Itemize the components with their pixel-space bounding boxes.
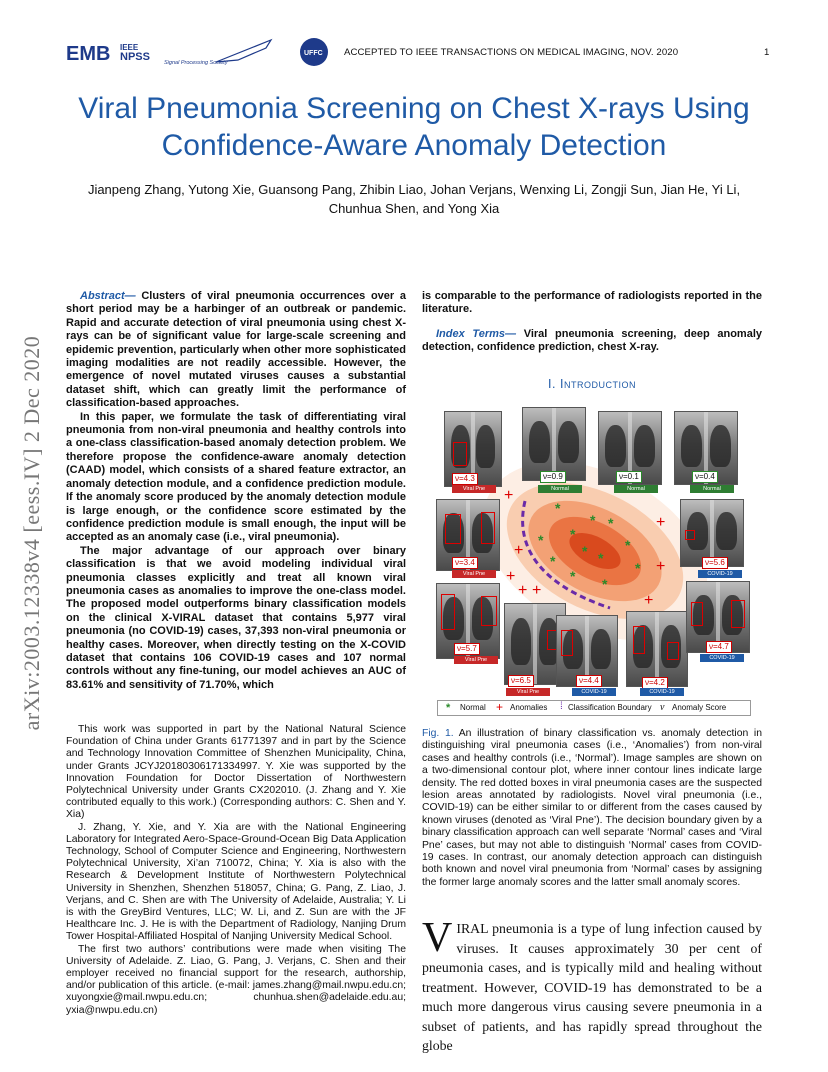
svg-text:NPSS: NPSS bbox=[120, 51, 150, 63]
society-logos bbox=[66, 36, 336, 70]
footnote-affiliations: J. Zhang, Y. Xie, and Y. Xia are with the National Engineering Laboratory for Integrated Aero-Space-Ground-Ocean Big Data Application Technology, School of Computer Science and Engineering, Northwestern Polytechnical University, Xi’an 710072, China; Y. Xia is also with the Research & Development Institute of Northwestern Polytechnical University in Shenzhen, Shenzhen 518057, China; G. Pang, Z. Liao, J. Verjans, and C. Shen are with The University of Adelaide, Australia; Y. Li is with the GreyBird Ventures, LLC; W. Li, and Z. Sun are with the JF Healthcare Inc. J. He is with the Department of Radiology, Nanjing Drum Tower Hospital-Affiliated Hospital of Nanjing University Medical School. bbox=[66, 821, 406, 943]
section-heading bbox=[422, 377, 762, 391]
legend-nu-symbol: ν bbox=[660, 702, 665, 713]
right-column-top bbox=[422, 290, 762, 366]
anomaly-score: ν=4.3 bbox=[452, 473, 478, 485]
anomaly-score: ν=6.5 bbox=[508, 675, 534, 687]
card-label: Normal bbox=[538, 485, 582, 493]
card-label: Normal bbox=[614, 485, 658, 493]
anomaly-score: ν=0.4 bbox=[692, 471, 718, 483]
svg-text:+: + bbox=[506, 568, 516, 585]
caption-label: Fig. 1. bbox=[422, 728, 454, 739]
xray-card bbox=[626, 611, 688, 687]
card-label: Normal bbox=[690, 485, 734, 493]
svg-text:IEEE: IEEE bbox=[120, 43, 139, 52]
paper-title: Viral Pneumonia Screening on Chest X-rays Using Confidence-Aware Anomaly Detection bbox=[78, 92, 750, 162]
logo-strip bbox=[66, 36, 336, 70]
page-number: 1 bbox=[764, 47, 770, 58]
svg-text:*: * bbox=[635, 560, 641, 576]
abstract-label: Abstract— bbox=[80, 290, 136, 302]
caption-text: An illustration of binary classification vs. anomaly detection in distinguishing viral pneumonia cases (i.e., ‘Anomalies’) from non-viral cases and healthy controls (i.e., ‘Normal’). Image samples are shown on a two-dimensional contour plot, where inner contour lines indicate large density. The red dotted boxes in viral pneumonia cases are the suspected lesion areas annotated by radiologists. Novel viral pneumonia (i.e., COVID-19) can be either similar to or different from the cases caused by known viruses (denoted as ‘Viral Pne’). The decision boundary given by a binary classification approach can well separate ‘Normal’ cases and ‘Viral Pne’ cases, but may not able to distinguish ‘Normal’ cases from COVID-19 cases. In contrast, our anomaly detection approach can distinguish both known and novel viral pneumonia from ‘Normal’ cases by assigning the former large anomaly scores and the latter small anomaly scores. bbox=[422, 728, 763, 888]
svg-text:*: * bbox=[582, 543, 588, 559]
legend-anomalies: Anomalies bbox=[510, 703, 548, 712]
svg-text:*: * bbox=[602, 576, 608, 592]
anomaly-score: ν=4.7 bbox=[706, 641, 732, 653]
boundary-line-icon: ⁞ bbox=[560, 701, 563, 712]
anomaly-marker-icon: + bbox=[496, 700, 504, 714]
svg-text:+: + bbox=[656, 514, 666, 531]
xray-card bbox=[522, 407, 586, 481]
svg-text:*: * bbox=[625, 537, 631, 553]
abstract-p1: Clusters of viral pneumonia occurrences over a short period may be a harbinger of an outbreak or pandemic. Rapid and accurate detection of viral pneumonia using chest X-rays can be of significant value for large-scale screening and epidemic prevention, particularly when other more sophisticated imaging modalities are not readily accessible. However, the emergence of novel mutated viruses causes a substantial dataset shift, which can greatly limit the performance of classification-based approaches. bbox=[66, 290, 406, 410]
figure-caption bbox=[422, 728, 762, 889]
abstract-p2: In this paper, we formulate the task of differentiating viral pneumonia from non-viral pneumonia and healthy controls into a one-class classification-based anomaly detection problem. We therefore propose the confidence-aware anomaly detection (CAAD) model, which consists of a shared feature extractor, an anomaly detection module, and a confidence prediction module. If the anomaly score produced by the anomaly detection module is large enough, or the confidence score estimated by the confidence prediction module is small enough, the input will be accepted as an anomaly case (i.e., viral pneumonia). bbox=[66, 410, 406, 544]
abstract-p3: The major advantage of our approach over binary classification is that we avoid modeling individual viral pneumonia classes explicitly and treat all known viral pneumonia cases as anomalies to improve the one-class model. The proposed model outperforms binary classification models on the clinical X-VIRAL dataset that contains 5,977 viral pneumonia (no COVID-19) cases, 37,393 non-viral pneumonia or healthy cases. Moreover, when directly testing on the X-COVID dataset that contains 106 COVID-19 cases and 107 normal controls without any fine-tuning, our model achieves an AUC of 83.61% and sensitivity of 71.70%, which bbox=[66, 544, 406, 691]
legend-normal: Normal bbox=[460, 703, 486, 712]
anomaly-score: ν=4.2 bbox=[642, 677, 668, 689]
anomaly-score: ν=3.4 bbox=[452, 557, 478, 569]
svg-text:+: + bbox=[656, 558, 666, 575]
card-label: Viral Pne bbox=[452, 570, 496, 578]
anomaly-score: ν=4.4 bbox=[576, 675, 602, 687]
svg-text:*: * bbox=[608, 515, 614, 531]
svg-text:*: * bbox=[590, 512, 596, 528]
figure-legend bbox=[437, 700, 751, 716]
drop-cap: V bbox=[422, 915, 453, 961]
svg-text:+: + bbox=[514, 542, 524, 559]
anomaly-score: ν=0.1 bbox=[616, 471, 642, 483]
normal-marker-icon: * bbox=[446, 702, 451, 714]
index-terms-label: Index Terms— bbox=[436, 327, 517, 340]
anomaly-score: ν=5.6 bbox=[702, 557, 728, 569]
svg-text:+: + bbox=[504, 487, 514, 504]
footnote-contributions: The first two authors’ contributions were made when visiting The University of Adelaide. Z. Liao, G. Pang, J. Verjans, C. Shen and their employer received no financial support for the research, authorship, and/or publication of this article. (e-mail: james.zhang@mail.nwpu.edu.cn; xuyongxie@mail.nwpu.edu.cn; chunhua.shen@adelaide.edu.au; yxia@nwpu.edu.cn) bbox=[66, 943, 406, 1016]
svg-text:+: + bbox=[532, 582, 542, 599]
svg-text:*: * bbox=[555, 500, 561, 516]
anomaly-score: ν=5.7 bbox=[454, 643, 480, 655]
svg-text:*: * bbox=[570, 568, 576, 584]
svg-text:*: * bbox=[570, 526, 576, 542]
footnote-funding: This work was supported in part by the National Natural Science Foundation of China under Grants 61771397 and in part by the Science and Technology Innovation Committee of Shenzhen Municipality, China, under Grants JCYJ20180306171334997. Y. Xie was supported by the Innovation Foundation for Doctor Dissertation of Northwestern Polytechnical University under Grants CX202010. (J. Zhang and Y. Xie contributed equally to this work.) (Corresponding authors: C. Shen and Y. Xia) bbox=[66, 724, 406, 821]
journal-header: ACCEPTED TO IEEE TRANSACTIONS ON MEDICAL IMAGING, NOV. 2020 bbox=[344, 47, 679, 58]
svg-text:*: * bbox=[598, 550, 604, 566]
abstract bbox=[66, 290, 406, 692]
svg-text:*: * bbox=[550, 553, 556, 569]
intro-paragraph: IRAL pneumonia is a type of lung infection caused by viruses. It causes approximately 30 per cent of pneumonia cases, and is typically mild and healing without treatment. However, COVID-19 has demonstrated to be a much more dangerous virus causing severe pneumonia in a subset of patients, and has rapidly spread throughout the globe bbox=[422, 921, 762, 1053]
svg-text:*: * bbox=[538, 532, 544, 548]
svg-text:+: + bbox=[518, 582, 528, 599]
svg-text:+: + bbox=[644, 592, 654, 609]
figure-1 bbox=[430, 403, 752, 713]
legend-score: Anomaly Score bbox=[672, 703, 727, 712]
anomaly-score: ν=0.9 bbox=[540, 471, 566, 483]
card-label: Viral Pne bbox=[454, 656, 498, 664]
card-label: COVID-19 bbox=[572, 688, 616, 696]
card-label: COVID-19 bbox=[698, 570, 742, 578]
emb-logo: EMB bbox=[66, 43, 111, 65]
legend-boundary: Classification Boundary bbox=[568, 703, 652, 712]
svg-text:UFFC: UFFC bbox=[304, 50, 323, 57]
arxiv-stamp: arXiv:2003.12338v4 [eess.IV] 2 Dec 2020 bbox=[19, 335, 44, 731]
abstract-continuation: is comparable to the performance of radiologists reported in the literature. bbox=[422, 290, 762, 316]
card-label: Viral Pne bbox=[452, 485, 496, 493]
card-label: COVID-19 bbox=[640, 688, 684, 696]
svg-text:Signal Processing Society: Signal Processing Society bbox=[164, 60, 228, 66]
introduction-text bbox=[422, 915, 762, 1056]
card-label: Viral Pne bbox=[506, 688, 550, 696]
author-list: Jianpeng Zhang, Yutong Xie, Guansong Pang, Zhibin Liao, Johan Verjans, Wenxing Li, Zongji Sun, Jian He, Yi Li, Chunhua Shen, and Yong Xia bbox=[87, 182, 741, 216]
section-title: Introduction bbox=[559, 377, 636, 391]
index-terms-text: Viral pneumonia screening, deep anomaly detection, confidence prediction, chest X-ray. bbox=[422, 327, 762, 354]
section-number: I. bbox=[548, 377, 556, 391]
footnote bbox=[66, 724, 406, 1017]
card-label: COVID-19 bbox=[700, 654, 744, 662]
